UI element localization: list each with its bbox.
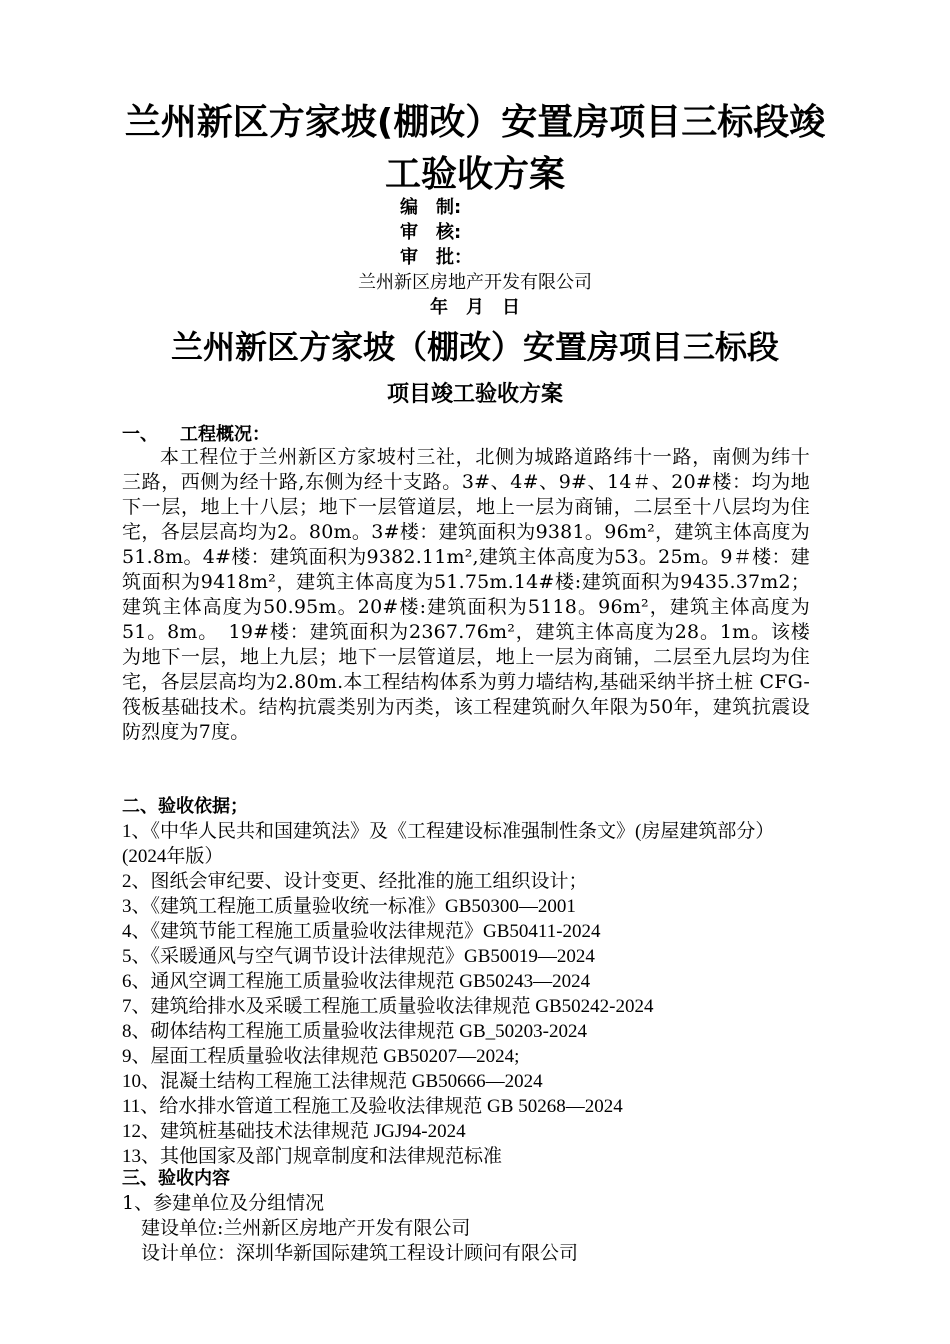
designer-unit: 设计单位：深圳华新国际建筑工程设计顾问有限公司 [141, 1242, 579, 1264]
basis-item: 5、《采暖通风与空气调节设计法律规范》GB50019—2024 [122, 946, 595, 967]
reviewed-by-label: 审 核: [400, 222, 462, 243]
basis-item: 2、图纸会审纪要、设计变更、经批准的施工组织设计； [122, 871, 588, 892]
section1-title: 工程概况： [180, 424, 270, 445]
main-title: 兰州新区方家坡（棚改）安置房项目三标段 [170, 328, 779, 366]
basis-item: 9、屋面工程质量验收法律规范 GB50207—2024; [122, 1046, 520, 1067]
cover-company: 兰州新区房地产开发有限公司 [358, 272, 592, 293]
basis-item: 12、建筑桩基础技术法律规范 JGJ94-2024 [122, 1121, 466, 1142]
builder-unit: 建设单位:兰州新区房地产开发有限公司 [141, 1217, 471, 1239]
basis-item: 8、砌体结构工程施工质量验收法律规范 GB_50203-2024 [122, 1021, 587, 1042]
basis-item: 4、《建筑节能工程施工质量验收法律规范》GB50411-2024 [122, 921, 601, 942]
cover-date: 年 月 日 [430, 297, 520, 318]
basis-item: 6、通风空调工程施工质量验收法律规范 GB50243—2024 [122, 971, 591, 992]
section1-number: 一、 [122, 424, 158, 445]
section2-heading: 二、验收依据； [122, 796, 248, 817]
section3-item1: 1、参建单位及分组情况 [122, 1192, 325, 1214]
cover-title-line1: 兰州新区方家坡(棚改）安置房项目三标段竣 [124, 102, 826, 143]
section1-heading [122, 423, 270, 447]
basis-item: 7、建筑给排水及采暖工程施工质量验收法律规范 GB50242-2024 [122, 996, 654, 1017]
basis-item: 10、混凝土结构工程施工法律规范 GB50666—2024 [122, 1071, 543, 1092]
section1-body: 本工程位于兰州新区方家坡村三社，北侧为城路道路纬十一路，南侧为纬十三路，西侧为经十路,东侧为经十支路。3#、4#、9#、14＃、20#楼：均为地下一层，地上十八层；地下一层管道层，地上一层为商铺，二层至十八层均为住宅，各层层高均为2。80m。3#楼：建筑面积为9381。96m²，建筑主体高度为51.8m。4#楼：建筑面积为9382.11m²,建筑主体高度为53。25m。9＃楼：建筑面积为9418m²，建筑主体高度为51.75m.14#楼:建筑面积为9435.37m2；建筑主体高度为50.95m。20#楼:建筑面积为5118。96m²，建筑主体高度为51。8m。 19#楼：建筑面积为2367.76m²，建筑主体高度为28。1m。该楼为地下一层，地上九层；地下一层管道层，地上一层为商铺，二层至九层均为住宅，各层层高均为2.80m.本工程结构体系为剪力墙结构,基础采纳半挤土桩 CFG-筏板基础技术。结构抗震类别为丙类，该工程建筑耐久年限为50年，建筑抗震设防烈度为7度。 [122, 446, 810, 743]
basis-item: 13、其他国家及部门规章制度和法律规范标准 [122, 1146, 503, 1167]
approved-by-label: 审 批： [400, 247, 472, 268]
subtitle: 项目竣工验收方案 [386, 382, 563, 407]
acceptance-basis-list [122, 819, 812, 1169]
cover-title-line2: 工验收方案 [384, 154, 565, 195]
compiled-by-label: 编 制: [400, 197, 462, 218]
section3-heading: 三、验收内容 [122, 1168, 230, 1189]
basis-item: 3、《建筑工程施工质量验收统一标准》GB50300—2001 [122, 896, 576, 917]
basis-item: 1、《中华人民共和国建筑法》及《工程建设标准强制性条文》(房屋建筑部分）(2024年版） [122, 821, 775, 867]
basis-item: 11、给水排水管道工程施工及验收法律规范 GB 50268—2024 [122, 1096, 623, 1117]
